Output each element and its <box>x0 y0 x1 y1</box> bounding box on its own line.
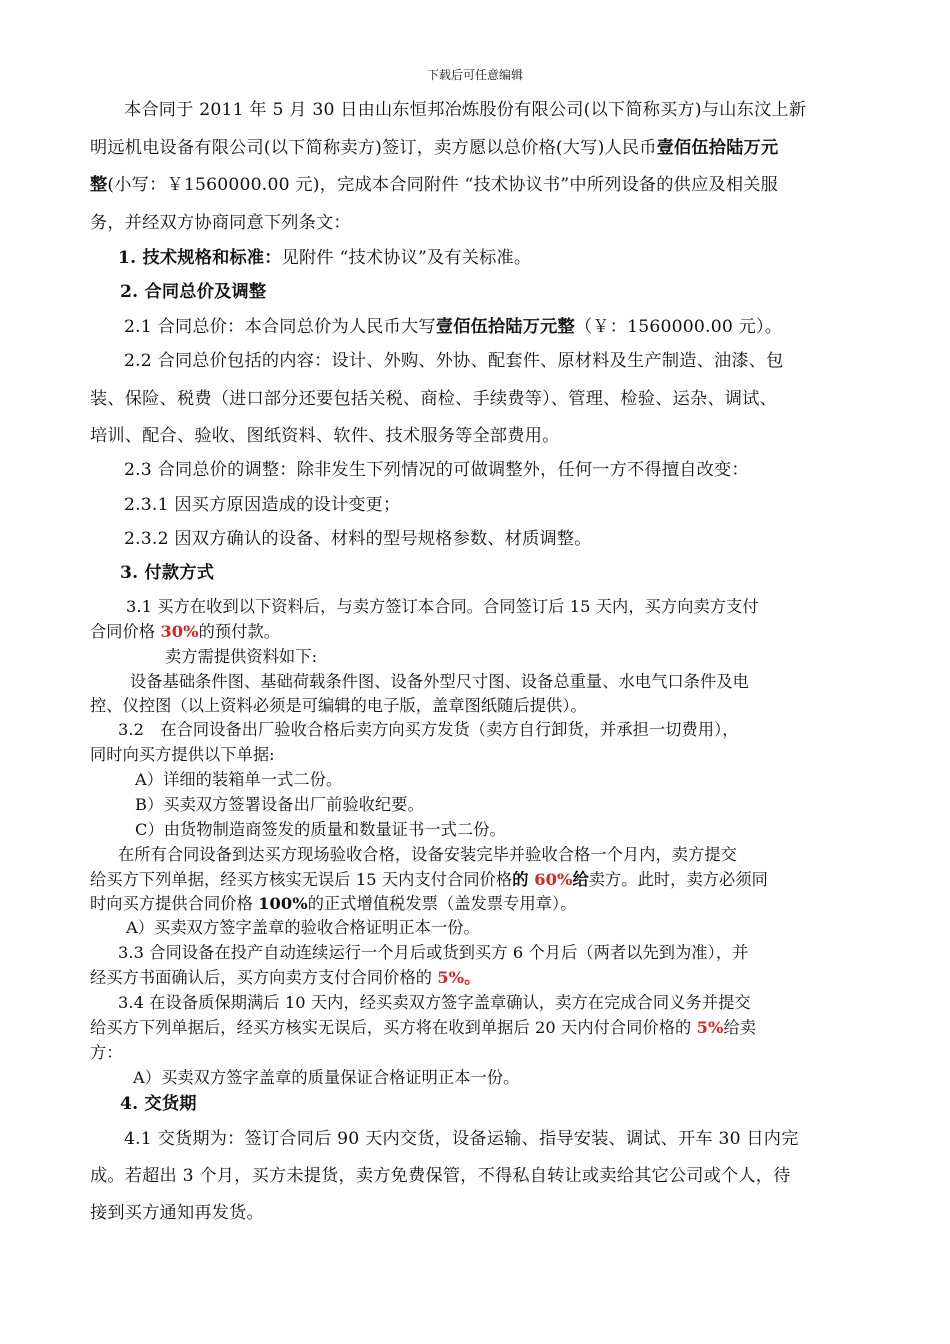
clause-3-1-line-1: 3.1 买方在收到以下资料后，与卖方签订本合同。合同签订后 15 天内，买方向卖方支付 <box>126 597 759 616</box>
clause-3-4-line-2: 给买方下列单据后，经买方核实无误后，买方将在收到单据后 20 天内付合同价格的 5%给卖 <box>90 1018 757 1037</box>
clause-3-3-line-2: 经买方书面确认后，买方向卖方支付合同价格的 5%。 <box>90 968 481 987</box>
clause-3-2-line-1: 3.2 在合同设备出厂验收合格后卖方向买方发货（卖方自行卸货，并承担一切费用）， <box>118 720 739 739</box>
acceptance-line-3: 时向买方提供合同价格 100%的正式增值税发票（盖发票专用章）。 <box>90 894 577 913</box>
seller-docs-intro: 卖方需提供资料如下: <box>165 647 318 666</box>
section-1: 1. 技术规格和标准：见附件 “技术协议”及有关标准。 <box>118 248 532 268</box>
clause-2-2-line-3: 培训、配合、验收、图纸资料、软件、技术服务等全部费用。 <box>90 426 560 446</box>
clause-2-3-2: 2.3.2 因双方确认的设备、材料的型号规格参数、材质调整。 <box>124 529 592 549</box>
seller-docs-line-2: 控、仪控图（以上资料必须是可编辑的电子版，盖章图纸随后提供）。 <box>90 696 587 715</box>
clause-2-2-line-2: 装、保险、税费（进口部分还要包括关税、商检、手续费等）、管理、检验、运杂、调试、 <box>90 389 777 409</box>
section-3-heading: 3. 付款方式 <box>120 563 215 583</box>
clause-2-3: 2.3 合同总价的调整：除非发生下列情况的可做调整外，任何一方不得擅自改变： <box>124 460 749 480</box>
intro-line-2: 明远机电设备有限公司(以下简称卖方)签订，卖方愿以总价格(大写)人民币壹佰伍拾陆万元 <box>90 138 779 158</box>
clause-2-2-line-1: 2.2 合同总价包括的内容：设计、外购、外协、配套件、原材料及生产制造、油漆、包 <box>124 351 784 371</box>
clause-2-3-1: 2.3.1 因买方原因造成的设计变更； <box>124 495 401 515</box>
acceptance-line-2: 给买方下列单据，经买方核实无误后 15 天内支付合同价格的 60%给卖方。此时，卖方必须同 <box>90 870 768 889</box>
intro-line-1: 本合同于 2011 年 5 月 30 日由山东恒邦冶炼股份有限公司(以下简称买方)与山东汶上新 <box>124 100 807 120</box>
doc-item-c: C）由货物制造商签发的质量和数量证书一式二份。 <box>135 820 506 839</box>
doc-item-b: B）买卖双方签署设备出厂前验收纪要。 <box>135 795 424 814</box>
clause-4-1-line-2: 成。若超出 3 个月，买方未提货，卖方免费保管，不得私自转让或卖给其它公司或个人，待 <box>90 1166 791 1186</box>
intro-line-3: 整(小写：￥1560000.00 元)，完成本合同附件 “技术协议书”中所列设备的供应及相关服 <box>90 175 779 195</box>
intro-line-4: 务，并经双方协商同意下列条文： <box>90 213 351 233</box>
clause-3-2-line-2: 同时向买方提供以下单据: <box>90 745 275 764</box>
doc-item-a: A）详细的装箱单一式二份。 <box>135 770 343 789</box>
section-2-heading: 2. 合同总价及调整 <box>120 282 267 302</box>
clause-3-4-line-1: 3.4 在设备质保期满后 10 天内，经买卖双方签字盖章确认，卖方在完成合同义务并提交 <box>118 993 751 1012</box>
seller-docs-line-1: 设备基础条件图、基础荷载条件图、设备外型尺寸图、设备总重量、水电气口条件及电 <box>130 672 749 691</box>
section-4-heading: 4. 交货期 <box>120 1094 197 1114</box>
clause-4-1-line-1: 4.1 交货期为：签订合同后 90 天内交货，设备运输、指导安装、调试、开车 30 日内完 <box>124 1129 799 1149</box>
clause-3-4-line-3: 方： <box>90 1043 123 1062</box>
clause-4-1-line-3: 接到买方通知再发货。 <box>90 1203 264 1223</box>
acceptance-item-a: A）买卖双方签字盖章的验收合格证明正本一份。 <box>126 918 480 937</box>
clause-3-1-line-2: 合同价格 30%的预付款。 <box>90 622 281 641</box>
page-header: 下载后可任意编辑 <box>426 68 523 82</box>
acceptance-line-1: 在所有合同设备到达买方现场验收合格，设备安装完毕并验收合格一个月内，卖方提交 <box>118 845 737 864</box>
clause-3-4-item-a: A）买卖双方签字盖章的质量保证合格证明正本一份。 <box>133 1068 520 1087</box>
clause-2-1: 2.1 合同总价：本合同总价为人民币大写壹佰伍拾陆万元整（￥：1560000.00 元）。 <box>124 317 783 337</box>
clause-3-3-line-1: 3.3 合同设备在投产自动连续运行一个月后或货到买方 6 个月后（两者以先到为准），并 <box>118 943 749 962</box>
